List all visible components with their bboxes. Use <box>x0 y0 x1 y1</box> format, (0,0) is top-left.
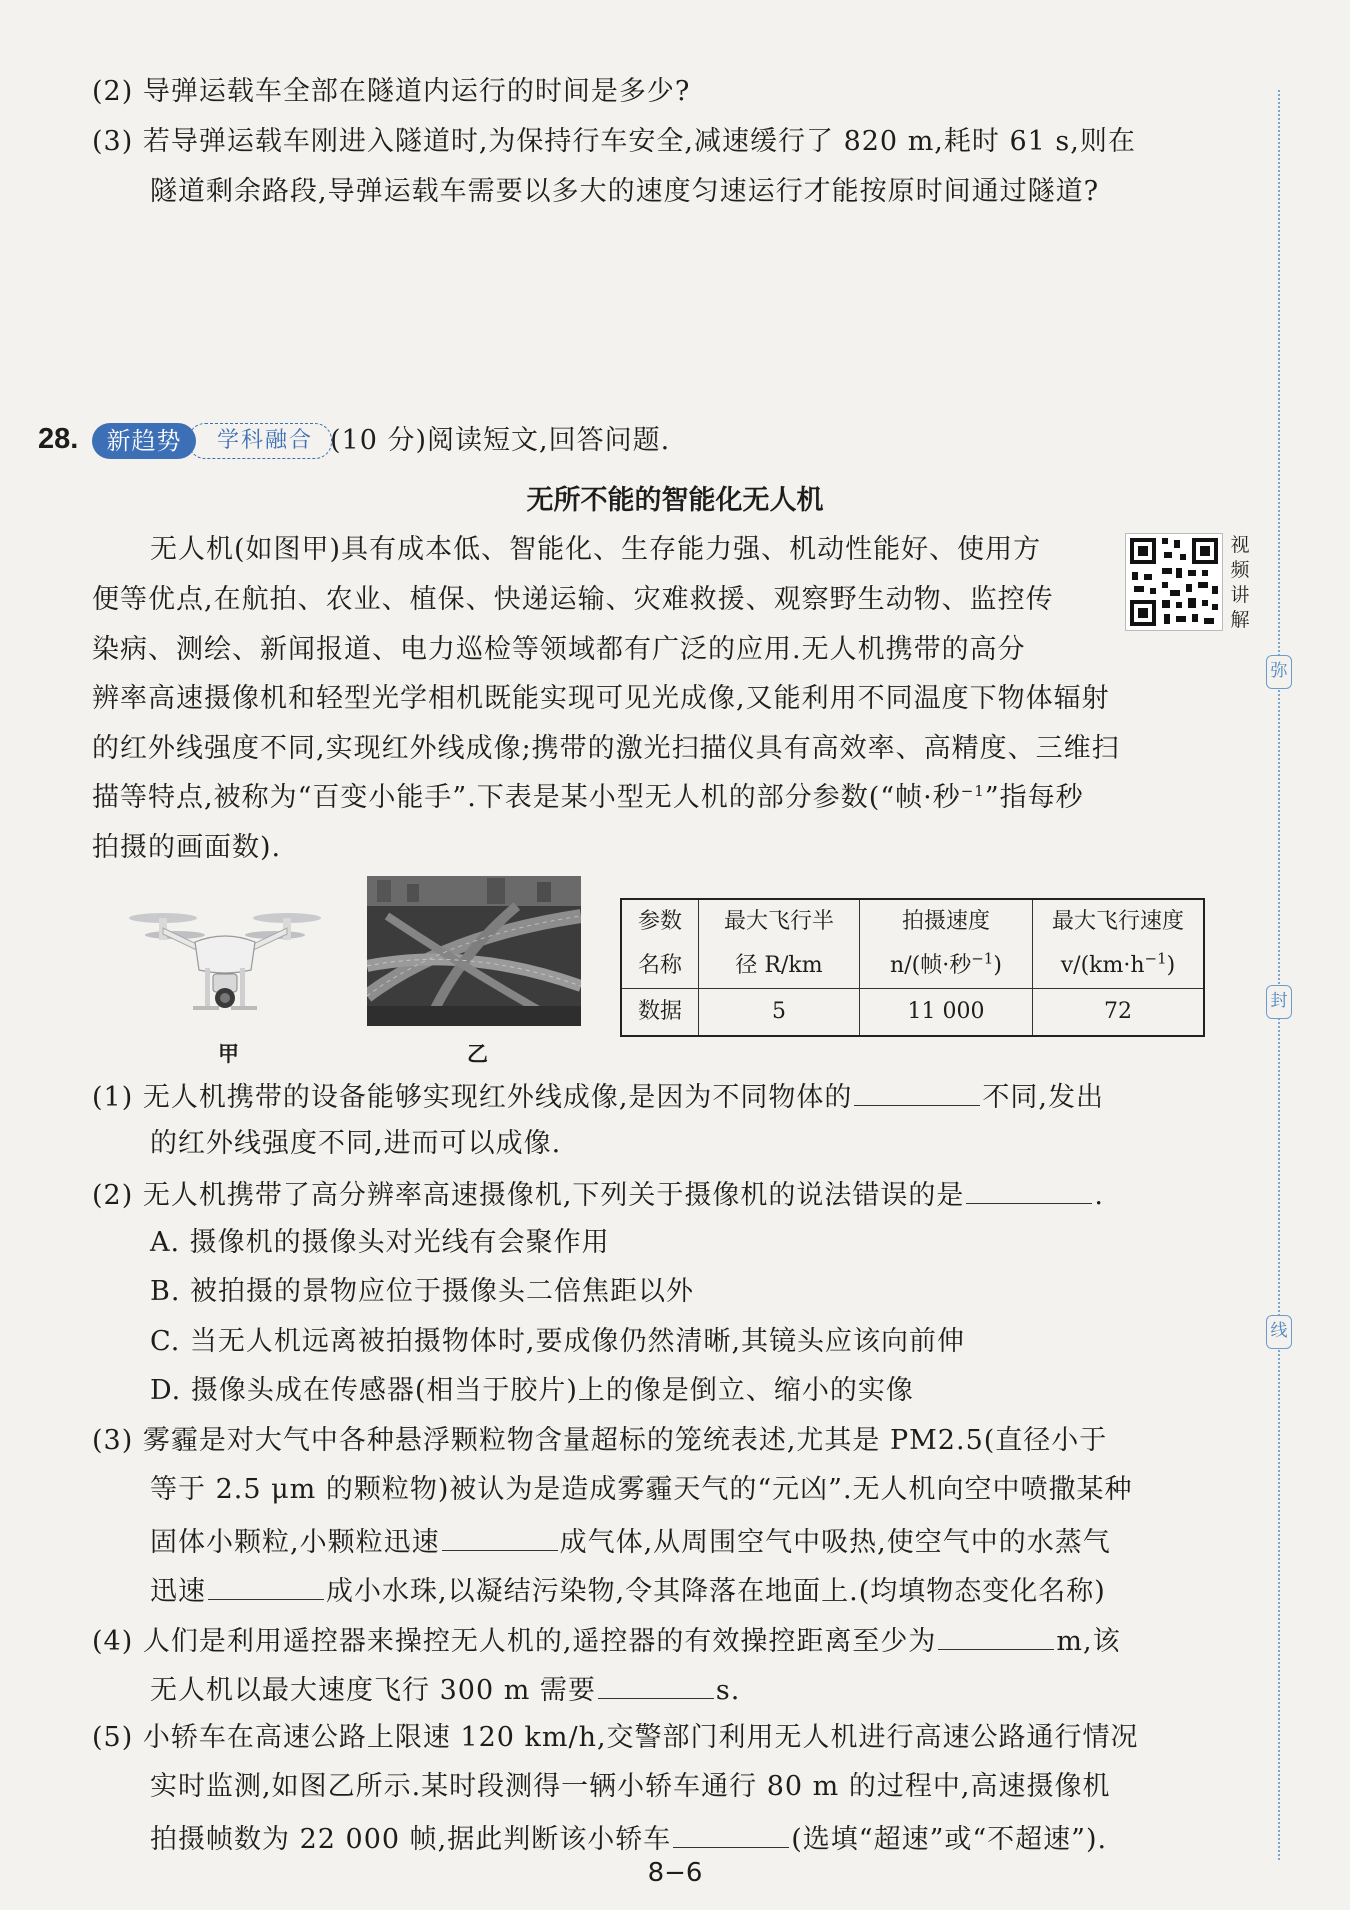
side-tab-feng: 封 <box>1266 985 1292 1019</box>
table-cell-radius: 5 <box>699 989 860 1037</box>
table-row-label: 数据 <box>621 989 699 1037</box>
sub3-line-4: 迅速 成小水珠,以凝结污染物,令其降落在地面上.(均填物态变化名称) <box>150 1569 1106 1612</box>
tag-new-trend: 新趋势 <box>92 423 196 459</box>
table-header-max-speed: 最大飞行速度 $v/(km\cdot h^{-1})$ <box>1033 899 1205 989</box>
side-tab-xian: 线 <box>1266 1315 1292 1349</box>
option-a: A. 摄像机的摄像头对光线有会聚作用 <box>150 1227 610 1258</box>
table-cell-max-speed: 72 <box>1033 989 1205 1037</box>
parameter-table <box>620 898 1205 1037</box>
question-intro: (10 分)阅读短文,回答问题. <box>330 425 671 456</box>
paragraph-line-7: 拍摄的画面数). <box>92 832 282 863</box>
table-cell-shoot-speed: 11 000 <box>860 989 1033 1037</box>
paragraph-line-6: 描等特点,被称为“百变小能手”.下表是某小型无人机的部分参数(“帧·秒$^{-1}$”指每秒 <box>92 782 1084 813</box>
prev-q3-line2: 隧道剩余路段,导弹运载车需要以多大的速度匀速运行才能按原时间通过隧道? <box>150 176 1100 207</box>
sub1-line-2: 的红外线强度不同,进而可以成像. <box>150 1128 562 1159</box>
sub2-line: (2) 无人机携带了高分辨率高速摄像机,下列关于摄像机的说法错误的是 . <box>92 1173 1104 1216</box>
sub4-line-1: (4) 人们是利用遥控器来操控无人机的,遥控器的有效操控距离至少为 m,该 <box>92 1619 1121 1662</box>
answer-blank[interactable] <box>966 1173 1092 1204</box>
sub5-line-1: (5) 小轿车在高速公路上限速 120 km/h,交警部门利用无人机进行高速公路通行情况 <box>92 1722 1139 1753</box>
paragraph-line-4: 辨率高速摄像机和轻型光学相机既能实现可见光成像,又能利用不同温度下物体辐射 <box>92 683 1110 714</box>
table-header-shoot-speed: 拍摄速度 n/(帧·秒$^{-1}$) <box>860 899 1033 989</box>
table-header-param: 参数 名称 <box>621 899 699 989</box>
drone-image <box>125 880 325 1030</box>
table-header-radius: 最大飞行半 径 R/km <box>699 899 860 989</box>
answer-blank[interactable] <box>938 1619 1054 1650</box>
page-number: 8−6 <box>647 1858 703 1888</box>
figure-caption-jia: 甲 <box>218 1042 239 1066</box>
qr-code-icon[interactable] <box>1125 533 1223 631</box>
paragraph-line-5: 的红外线强度不同,实现红外线成像;携带的激光扫描仪具有高效率、高精度、三维扫 <box>92 733 1120 764</box>
paragraph-line-3: 染病、测绘、新闻报道、电力巡检等领域都有广泛的应用.无人机携带的高分 <box>92 634 1026 665</box>
prev-q3-line1: (3) 若导弹运载车刚进入隧道时,为保持行车安全,减速缓行了 820 m,耗时 61 s,则在 <box>92 126 1136 157</box>
highway-aerial-image <box>367 876 581 1026</box>
sub3-line-1: (3) 雾霾是对大气中各种悬浮颗粒物含量超标的笼统表述,尤其是 PM2.5(直径小于 <box>92 1425 1108 1456</box>
question-number: 28. <box>38 423 79 455</box>
binding-dotted-line <box>1278 90 1280 1860</box>
answer-blank[interactable] <box>598 1668 714 1699</box>
sub5-line-3: 拍摄帧数为 22 000 帧,据此判断该小轿车 (选填“超速”或“不超速”). <box>150 1817 1107 1860</box>
answer-blank[interactable] <box>854 1075 980 1106</box>
sub3-line-3: 固体小颗粒,小颗粒迅速 成气体,从周围空气中吸热,使空气中的水蒸气 <box>150 1520 1111 1563</box>
paragraph-line-2: 便等优点,在航拍、农业、植保、快递运输、灾难救援、观察野生动物、监控传 <box>92 584 1054 615</box>
answer-blank[interactable] <box>673 1817 789 1848</box>
figure-caption-yi: 乙 <box>467 1042 488 1066</box>
sub5-line-2: 实时监测,如图乙所示.某时段测得一辆小轿车通行 80 m 的过程中,高速摄像机 <box>150 1771 1111 1802</box>
tag-subject-fusion: 学科融合 <box>188 423 332 459</box>
side-tab-mi: 弥 <box>1266 655 1292 689</box>
prev-q2: (2) 导弹运载车全部在隧道内运行的时间是多少? <box>92 76 691 107</box>
sub4-line-2: 无人机以最大速度飞行 300 m 需要 s. <box>150 1668 740 1711</box>
article-title: 无所不能的智能化无人机 <box>526 485 824 516</box>
option-d: D. 摄像头成在传感器(相当于胶片)上的像是倒立、缩小的实像 <box>150 1375 914 1406</box>
option-c: C. 当无人机远离被拍摄物体时,要成像仍然清晰,其镜头应该向前伸 <box>150 1326 966 1357</box>
sub1-line-1: (1) 无人机携带的设备能够实现红外线成像,是因为不同物体的 不同,发出 <box>92 1075 1104 1118</box>
paragraph-line-1: 无人机(如图甲)具有成本低、智能化、生存能力强、机动性能好、使用方 <box>150 534 1042 565</box>
sub3-line-2: 等于 2.5 μm 的颗粒物)被认为是造成雾霾天气的“元凶”.无人机向空中喷撒某种 <box>150 1474 1133 1505</box>
qr-video-label: 视 频 讲 解 <box>1230 534 1250 631</box>
answer-blank[interactable] <box>442 1520 558 1551</box>
option-b: B. 被拍摄的景物应位于摄像头二倍焦距以外 <box>150 1276 695 1307</box>
answer-blank[interactable] <box>208 1569 324 1600</box>
